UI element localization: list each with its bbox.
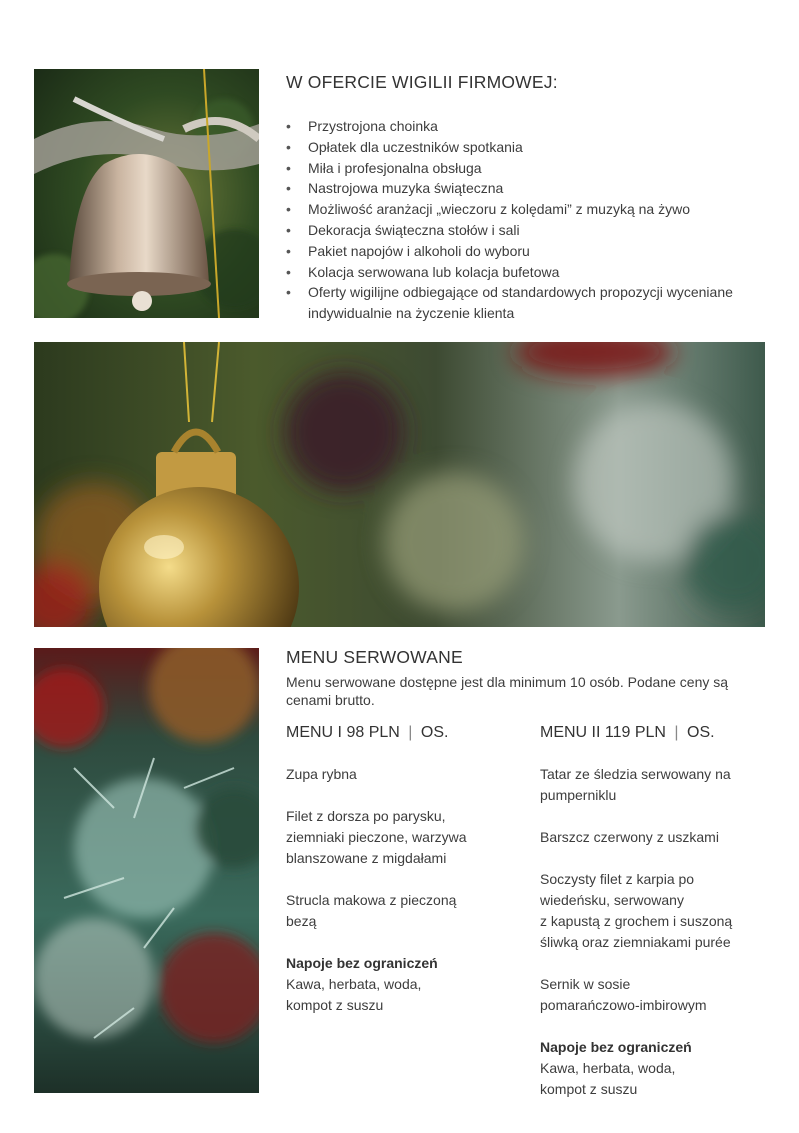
course-line: bezą bbox=[286, 913, 317, 929]
course-line: Zupa rybna bbox=[286, 766, 357, 782]
menu-1-header bbox=[286, 722, 526, 744]
list-item: • Oferty wigilijne odbiegające od standardowych propozycji wyceniane indywidualnie na życzenie klienta bbox=[286, 282, 776, 324]
menu-2-name: MENU II 119 PLN bbox=[540, 724, 666, 741]
drinks-line: kompot z suszu bbox=[286, 997, 384, 1013]
course-line: Barszcz czerwony z uszkami bbox=[540, 829, 719, 845]
menu-2-course bbox=[540, 869, 780, 953]
menu-2-column bbox=[540, 722, 780, 1121]
course-line: Tatar ze śledzia serwowany na bbox=[540, 766, 731, 782]
menu-2-drinks bbox=[540, 1037, 780, 1100]
menu-1-course bbox=[286, 764, 526, 785]
drinks-title: Napoje bez ograniczeń bbox=[540, 1039, 692, 1055]
menu-2-unit: OS. bbox=[687, 724, 715, 741]
course-line: pumperniklu bbox=[540, 787, 617, 803]
menu-1-name: MENU I 98 PLN bbox=[286, 724, 400, 741]
christmas-bell-photo bbox=[34, 69, 259, 318]
course-line: Soczysty filet z karpia po bbox=[540, 871, 695, 887]
list-item: • Opłatek dla uczestników spotkania bbox=[286, 137, 776, 158]
menu-1-separator: | bbox=[408, 724, 413, 741]
list-item: • Miła i profesjonalna obsługa bbox=[286, 158, 776, 179]
course-line: Strucla makowa z pieczoną bbox=[286, 892, 457, 908]
menu-title: MENU SERWOWANE bbox=[286, 647, 463, 667]
list-item: • Nastrojowa muzyka świąteczna bbox=[286, 178, 776, 199]
list-item: • Dekoracja świąteczna stołów i sali bbox=[286, 220, 776, 241]
list-item: • Możliwość aranżacji „wieczoru z kolędami” z muzyką na żywo bbox=[286, 199, 776, 220]
menu-1-course bbox=[286, 890, 526, 932]
list-item: • Kolacja serwowana lub kolacja bufetowa bbox=[286, 262, 776, 283]
menu-1-course bbox=[286, 806, 526, 869]
offer-list bbox=[286, 116, 776, 324]
list-item: • Przystrojona choinka bbox=[286, 116, 776, 137]
menu-intro: Menu serwowane dostępne jest dla minimum 10 osób. Podane ceny są cenami brutto. bbox=[286, 674, 729, 708]
menu-1-drinks bbox=[286, 953, 526, 1016]
gold-bauble-photo bbox=[34, 342, 765, 627]
menu-2-separator: | bbox=[674, 724, 679, 741]
menu-2-course bbox=[540, 764, 780, 806]
drinks-line: Kawa, herbata, woda, bbox=[540, 1060, 676, 1076]
course-line: Sernik w sosie bbox=[540, 976, 631, 992]
menu-2-course bbox=[540, 974, 780, 1016]
drinks-title: Napoje bez ograniczeń bbox=[286, 955, 438, 971]
offer-title: W OFERCIE WIGILII FIRMOWEJ: bbox=[286, 72, 558, 92]
menu-2-course bbox=[540, 827, 780, 848]
drinks-line: kompot z suszu bbox=[540, 1081, 638, 1097]
list-item: • Pakiet napojów i alkoholi do wyboru bbox=[286, 241, 776, 262]
course-line: blanszowane z migdałami bbox=[286, 850, 447, 866]
course-line: pomarańczowo-imbirowym bbox=[540, 997, 707, 1013]
menu-2-header bbox=[540, 722, 780, 744]
course-line: z kapustą z grochem i suszoną bbox=[540, 913, 733, 929]
course-line: wiedeńsku, serwowany bbox=[540, 892, 684, 908]
course-line: ziemniaki pieczone, warzywa bbox=[286, 829, 467, 845]
course-line: śliwką oraz ziemniakami purée bbox=[540, 934, 731, 950]
tinsel-photo bbox=[34, 648, 259, 1093]
menu-1-unit: OS. bbox=[420, 724, 449, 741]
menu-1-column bbox=[286, 722, 526, 1037]
drinks-line: Kawa, herbata, woda, bbox=[286, 976, 422, 992]
course-line: Filet z dorsza po parysku, bbox=[286, 808, 446, 824]
